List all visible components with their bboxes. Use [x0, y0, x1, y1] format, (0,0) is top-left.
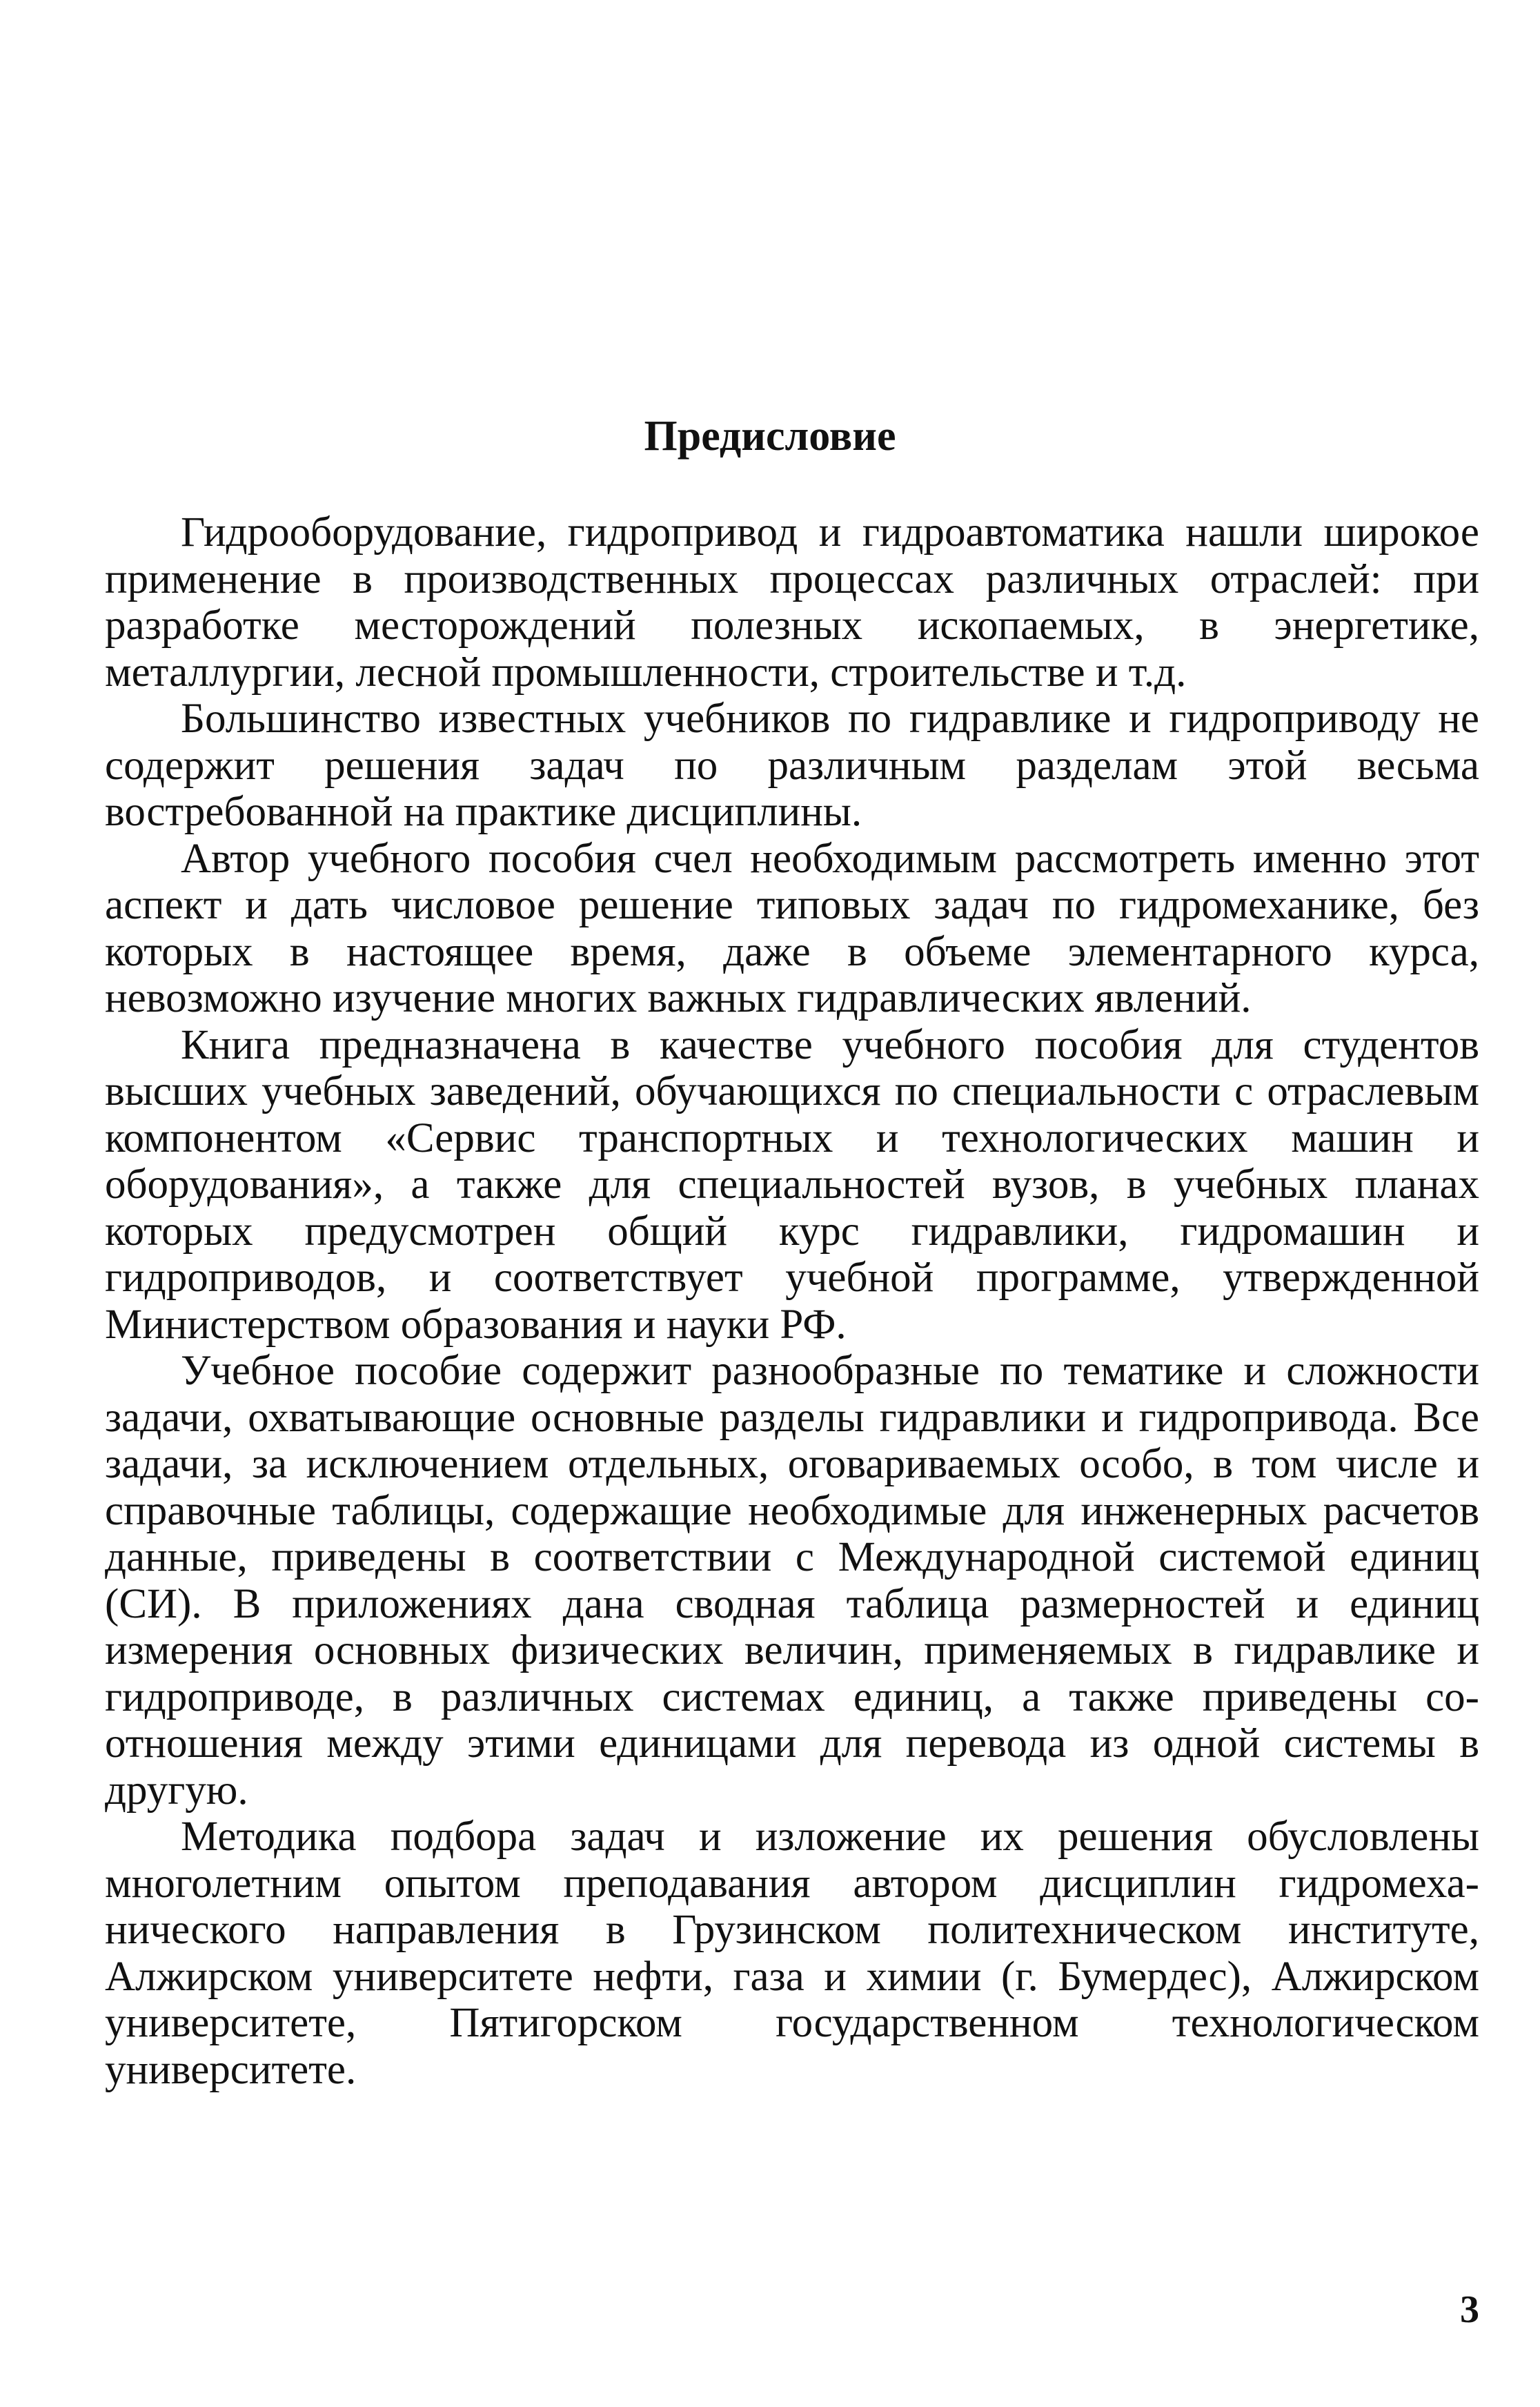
page-title: Предисловие: [644, 413, 896, 460]
paragraph-2: Большинство известных учебников по гидравлике и гидроприводу не содержит решения задач по различным разделам этой весьма востребованной на практике дисциплины.: [105, 696, 1479, 835]
page-number: 3: [1460, 2288, 1479, 2331]
paragraph-6: Методика подбора задач и изложение их решения обусловлены многолетним опытом преподавания автором дисциплин гидромеханического направления в Грузинском политехническом институте, Алжирском университете нефти, газа и химии (г. Бумердес), Алжирском университете, Пятигорском государственном технологическом университете.: [105, 1814, 1479, 2093]
paragraph-1: Гидрооборудование, гидропривод и гидроавтоматика нашли широкое применение в производственных процессах различных отраслей: при разработке месторождений полезных ископаемых, в энергетике, металлургии, лесной промышленности, строительстве и т.д.: [105, 509, 1479, 696]
body-text: [105, 509, 1479, 2093]
paragraph-3: Автор учебного пособия счел необходимым рассмотреть именно этот аспект и дать числовое решение типовых задач по гидромеханике, без которых в настоящее время, даже в объеме элементарного курса, невозможно изучение многих важных гидравлических явлений.: [105, 835, 1479, 1021]
paragraph-4: Книга предназначена в качестве учебного пособия для студентов высших учебных заведений, обучающихся по специальности с отраслевым компонентом «Сервис транспортных и технологических машин и оборудования», а также для специальностей вузов, в учебных планах которых предусмотрен общий курс гидравлики, гидромашин и гидроприводов, и соответствует учебной программе, утвержденной Министерством образования и науки РФ.: [105, 1021, 1479, 1348]
paragraph-5: Учебное пособие содержит разнообразные по тематике и сложности задачи, охватывающие основные разделы гидравлики и гидропривода. Все задачи, за исключением отдельных, оговариваемых особо, в том числе и справочные таблицы, содержащие необходимые для инженерных расчетов данные, приведены в соответствии с Международной системой единиц (СИ). В приложениях дана сводная таблица размерностей и единиц измерения основных физических величин, применяемых в гидравлике и гидроприводе, в различных системах единиц, а также приведены соотношения между этими единицами для перевода из одной системы в другую.: [105, 1348, 1479, 1814]
